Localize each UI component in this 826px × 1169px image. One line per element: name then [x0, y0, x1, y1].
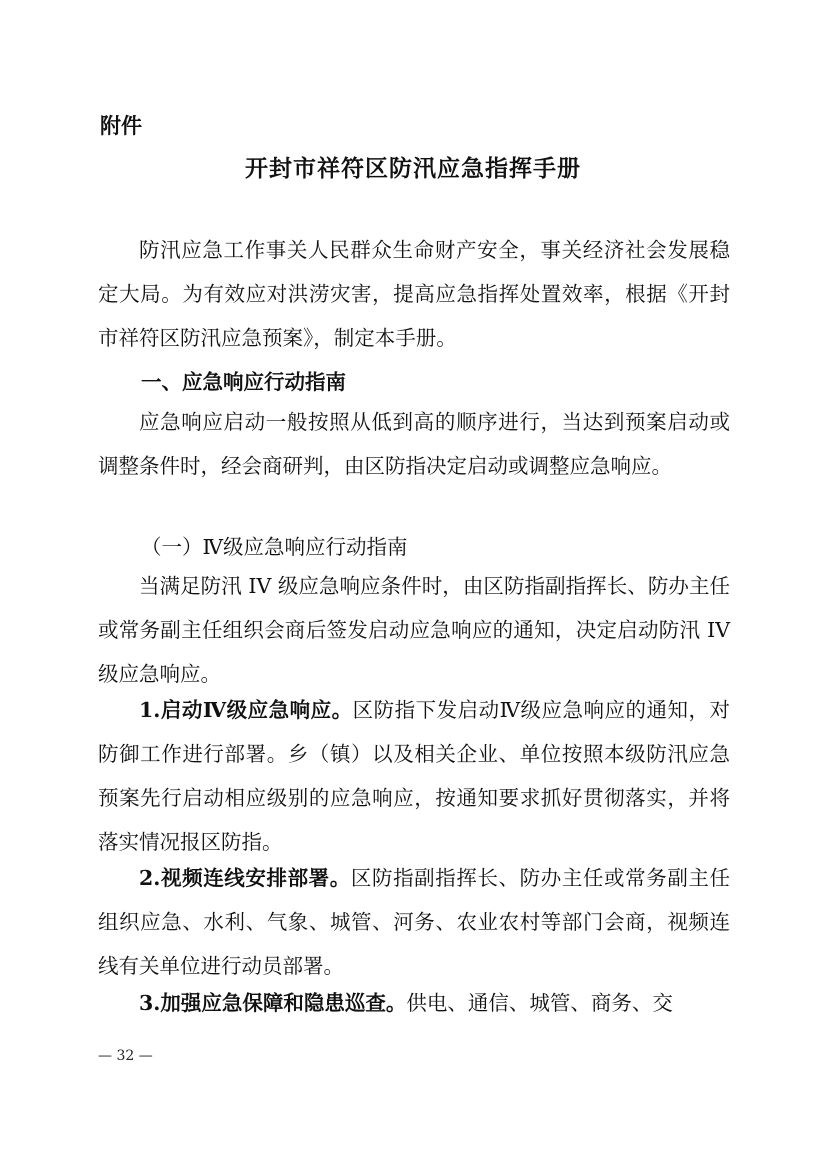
subsection-heading: （一）Ⅳ级应急响应行动指南: [141, 535, 408, 559]
intro-paragraph: 防汛应急工作事关人民群众生命财产安全，事关经济社会发展稳定大局。为有效应对洪涝灾害，提高应急指挥处置效率，根据《开封市祥符区防汛应急预案》，制定本手册。: [98, 238, 730, 350]
section-paragraph: 应急响应启动一般按照从低到高的顺序进行，当达到预案启动或调整条件时，经会商研判，由区防指决定启动或调整应急响应。: [98, 410, 730, 478]
item-text: 供电、通信、城管、商务、交: [406, 991, 673, 1015]
subsection-paragraph: 当满足防汛 IV 级应急响应条件时，由区防指副指挥长、防办主任或常务副主任组织会商后签发启动应急响应的通知，决定启动防汛 IV 级应急响应。: [98, 574, 730, 686]
item-lead: 1.启动Ⅳ级应急响应。: [139, 698, 353, 722]
item-lead: 3.加强应急保障和隐患巡查。: [139, 991, 407, 1015]
item-text: 区防指副指挥长、防办主任或常务副主任组织应急、水利、气象、城管、河务、农业农村等部门会商，视频连线有关单位进行动员部署。: [98, 866, 731, 978]
item-text: 区防指下发启动Ⅳ级应急响应的通知，对防御工作进行部署。乡（镇）以及相关企业、单位按照本级防汛应急预案先行启动相应级别的应急响应，按通知要求抓好贯彻落实，并将落实情况报区防指。: [98, 698, 730, 854]
attachment-label: 附件: [100, 114, 142, 138]
item-lead: 2.视频连线安排部署。: [139, 866, 351, 890]
list-item: [98, 856, 730, 988]
page-number: — 32 —: [98, 1048, 153, 1064]
list-item: [98, 981, 730, 1025]
section-heading: 一、应急响应行动指南: [141, 370, 346, 394]
document-title: 开封市祥符区防汛应急指挥手册: [245, 155, 581, 182]
list-item: [98, 688, 730, 864]
